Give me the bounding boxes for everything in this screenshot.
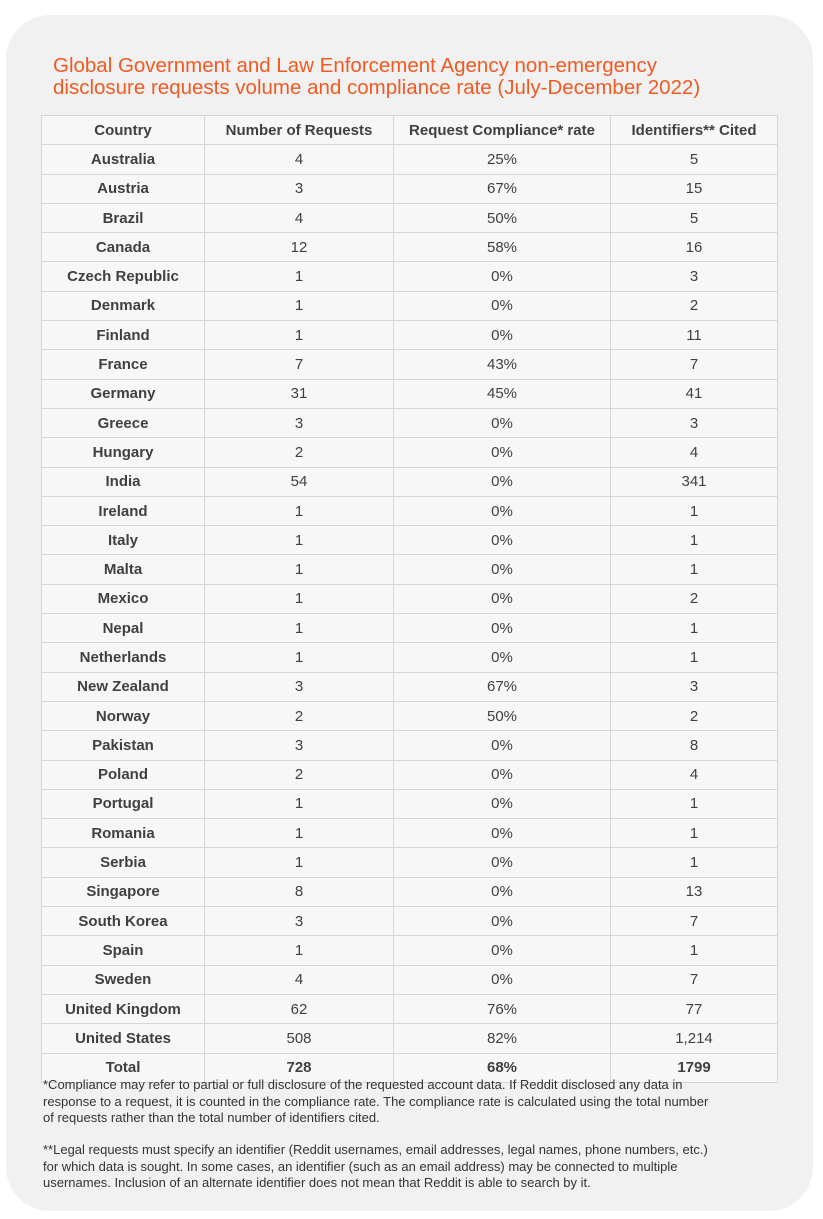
table-row	[42, 496, 778, 525]
requests-cell: 1	[205, 584, 394, 613]
table-row	[42, 614, 778, 643]
footnote1-line: of requests rather than the total number of identifiers cited.	[43, 1110, 380, 1125]
country-cell: Romania	[42, 819, 205, 848]
identifiers-cell: 1,214	[611, 1024, 778, 1053]
compliance-rate-cell: 0%	[394, 789, 611, 818]
compliance-rate-cell: 0%	[394, 731, 611, 760]
table-row	[42, 145, 778, 174]
compliance-rate-cell: 25%	[394, 145, 611, 174]
compliance-rate-cell: 67%	[394, 174, 611, 203]
identifiers-cell: 1	[611, 819, 778, 848]
header-country: Country	[42, 116, 205, 145]
identifiers-cell: 5	[611, 203, 778, 232]
country-cell: Poland	[42, 760, 205, 789]
table-row	[42, 907, 778, 936]
compliance-rate-cell: 0%	[394, 819, 611, 848]
table-row	[42, 174, 778, 203]
country-cell: United States	[42, 1024, 205, 1053]
compliance-rate-cell: 0%	[394, 496, 611, 525]
requests-cell: 12	[205, 233, 394, 262]
country-cell: United Kingdom	[42, 994, 205, 1023]
requests-cell: 1	[205, 848, 394, 877]
compliance-rate-cell: 45%	[394, 379, 611, 408]
total-identifiers: 1799	[611, 1053, 778, 1082]
country-cell: Australia	[42, 145, 205, 174]
country-cell: Austria	[42, 174, 205, 203]
requests-cell: 508	[205, 1024, 394, 1053]
requests-cell: 3	[205, 731, 394, 760]
table-row	[42, 379, 778, 408]
header-number-of-requests: Number of Requests	[205, 116, 394, 145]
total-label: Total	[42, 1053, 205, 1082]
identifiers-cell: 2	[611, 291, 778, 320]
identifiers-cell: 15	[611, 174, 778, 203]
header-identifiers-cited: Identifiers** Cited	[611, 116, 778, 145]
identifiers-cell: 1	[611, 643, 778, 672]
footnote1-line: response to a request, it is counted in the compliance rate. The compliance rate is calculated using the total number	[43, 1093, 709, 1109]
country-cell: Spain	[42, 936, 205, 965]
table-row	[42, 994, 778, 1023]
identifiers-cell: 1	[611, 496, 778, 525]
country-cell: Mexico	[42, 584, 205, 613]
table-header-row	[42, 116, 778, 145]
table-row	[42, 321, 778, 350]
requests-cell: 1	[205, 789, 394, 818]
footnote2-line: for which data is sought. In some cases, an identifier (such as an email address) may be connected to multiple	[43, 1158, 678, 1174]
identifiers-cell: 8	[611, 731, 778, 760]
header-compliance-rate: Request Compliance* rate	[394, 116, 611, 145]
compliance-rate-cell: 0%	[394, 408, 611, 437]
title-line-2: disclosure requests volume and compliance rate (July-December 2022)	[53, 76, 701, 99]
country-cell: Netherlands	[42, 643, 205, 672]
table-row	[42, 731, 778, 760]
compliance-rate-cell: 58%	[394, 233, 611, 262]
country-cell: New Zealand	[42, 672, 205, 701]
requests-cell: 1	[205, 262, 394, 291]
compliance-rate-cell: 0%	[394, 848, 611, 877]
identifiers-cell: 1	[611, 526, 778, 555]
table-body	[42, 145, 778, 1053]
table-row	[42, 701, 778, 730]
requests-cell: 2	[205, 760, 394, 789]
requests-cell: 3	[205, 907, 394, 936]
country-cell: Singapore	[42, 877, 205, 906]
requests-cell: 4	[205, 965, 394, 994]
country-cell: Czech Republic	[42, 262, 205, 291]
compliance-rate-cell: 0%	[394, 321, 611, 350]
compliance-rate-cell: 0%	[394, 438, 611, 467]
requests-cell: 7	[205, 350, 394, 379]
requests-cell: 1	[205, 555, 394, 584]
table-row	[42, 789, 778, 818]
country-cell: Hungary	[42, 438, 205, 467]
requests-cell: 1	[205, 496, 394, 525]
table-row	[42, 672, 778, 701]
country-cell: Germany	[42, 379, 205, 408]
footnote2-line: usernames. Inclusion of an alternate identifier does not mean that Reddit is able to search by it.	[43, 1175, 591, 1190]
identifiers-cell: 7	[611, 965, 778, 994]
table-row	[42, 408, 778, 437]
compliance-rate-cell: 76%	[394, 994, 611, 1023]
table-row	[42, 819, 778, 848]
identifiers-cell: 1	[611, 936, 778, 965]
country-cell: Greece	[42, 408, 205, 437]
identifiers-cell: 2	[611, 584, 778, 613]
country-cell: Norway	[42, 701, 205, 730]
identifiers-cell: 2	[611, 701, 778, 730]
compliance-rate-cell: 0%	[394, 526, 611, 555]
requests-cell: 1	[205, 936, 394, 965]
country-cell: Italy	[42, 526, 205, 555]
table-row	[42, 760, 778, 789]
compliance-rate-cell: 0%	[394, 555, 611, 584]
table-row	[42, 1024, 778, 1053]
identifiers-cell: 4	[611, 438, 778, 467]
requests-cell: 4	[205, 203, 394, 232]
table-row	[42, 233, 778, 262]
table-row	[42, 350, 778, 379]
compliance-rate-cell: 0%	[394, 760, 611, 789]
country-cell: India	[42, 467, 205, 496]
requests-cell: 2	[205, 701, 394, 730]
compliance-rate-cell: 0%	[394, 936, 611, 965]
identifier-footnote	[43, 1142, 778, 1192]
compliance-rate-cell: 43%	[394, 350, 611, 379]
table-row	[42, 291, 778, 320]
country-cell: Pakistan	[42, 731, 205, 760]
table-row	[42, 555, 778, 584]
compliance-rate-cell: 0%	[394, 262, 611, 291]
table-row	[42, 584, 778, 613]
compliance-rate-cell: 0%	[394, 467, 611, 496]
compliance-rate-cell: 82%	[394, 1024, 611, 1053]
table-row	[42, 643, 778, 672]
compliance-rate-cell: 0%	[394, 614, 611, 643]
country-cell: Sweden	[42, 965, 205, 994]
identifiers-cell: 41	[611, 379, 778, 408]
compliance-rate-cell: 50%	[394, 203, 611, 232]
country-cell: Ireland	[42, 496, 205, 525]
total-requests: 728	[205, 1053, 394, 1082]
requests-cell: 1	[205, 614, 394, 643]
identifiers-cell: 11	[611, 321, 778, 350]
country-cell: Malta	[42, 555, 205, 584]
report-title	[53, 55, 793, 99]
identifiers-cell: 16	[611, 233, 778, 262]
requests-cell: 4	[205, 145, 394, 174]
country-cell: France	[42, 350, 205, 379]
country-cell: South Korea	[42, 907, 205, 936]
compliance-rate-cell: 0%	[394, 907, 611, 936]
identifiers-cell: 4	[611, 760, 778, 789]
requests-cell: 1	[205, 526, 394, 555]
identifiers-cell: 13	[611, 877, 778, 906]
requests-cell: 3	[205, 672, 394, 701]
total-rate: 68%	[394, 1053, 611, 1082]
identifiers-cell: 1	[611, 848, 778, 877]
compliance-footnote	[43, 1077, 778, 1127]
compliance-rate-cell: 0%	[394, 643, 611, 672]
identifiers-cell: 1	[611, 614, 778, 643]
requests-cell: 3	[205, 174, 394, 203]
table-row	[42, 965, 778, 994]
table-row	[42, 203, 778, 232]
requests-table	[41, 115, 778, 1083]
requests-cell: 8	[205, 877, 394, 906]
title-line-1: Global Government and Law Enforcement Agency non-emergency	[53, 54, 657, 77]
table-row	[42, 526, 778, 555]
requests-cell: 31	[205, 379, 394, 408]
table-row	[42, 467, 778, 496]
country-cell: Nepal	[42, 614, 205, 643]
country-cell: Brazil	[42, 203, 205, 232]
identifiers-cell: 1	[611, 555, 778, 584]
country-cell: Serbia	[42, 848, 205, 877]
compliance-rate-cell: 0%	[394, 291, 611, 320]
footnote2-line: **Legal requests must specify an identifier (Reddit usernames, email addresses, legal names, phone numbers, etc.)	[43, 1142, 708, 1157]
table-row	[42, 936, 778, 965]
identifiers-cell: 77	[611, 994, 778, 1023]
compliance-rate-cell: 0%	[394, 584, 611, 613]
compliance-rate-cell: 50%	[394, 701, 611, 730]
country-cell: Portugal	[42, 789, 205, 818]
report-card	[6, 15, 813, 1211]
requests-cell: 1	[205, 643, 394, 672]
requests-cell: 1	[205, 819, 394, 848]
requests-cell: 1	[205, 291, 394, 320]
requests-cell: 54	[205, 467, 394, 496]
country-cell: Finland	[42, 321, 205, 350]
footnote1-line: *Compliance may refer to partial or full disclosure of the requested account data. If Reddit disclosed any data in	[43, 1077, 683, 1092]
table-row	[42, 877, 778, 906]
country-cell: Denmark	[42, 291, 205, 320]
identifiers-cell: 3	[611, 408, 778, 437]
requests-cell: 3	[205, 408, 394, 437]
identifiers-cell: 5	[611, 145, 778, 174]
requests-cell: 1	[205, 321, 394, 350]
country-cell: Canada	[42, 233, 205, 262]
identifiers-cell: 1	[611, 789, 778, 818]
table-row	[42, 848, 778, 877]
identifiers-cell: 3	[611, 672, 778, 701]
identifiers-cell: 7	[611, 350, 778, 379]
requests-cell: 2	[205, 438, 394, 467]
identifiers-cell: 3	[611, 262, 778, 291]
identifiers-cell: 7	[611, 907, 778, 936]
compliance-rate-cell: 0%	[394, 965, 611, 994]
table-row	[42, 438, 778, 467]
compliance-rate-cell: 67%	[394, 672, 611, 701]
identifiers-cell: 341	[611, 467, 778, 496]
requests-cell: 62	[205, 994, 394, 1023]
compliance-rate-cell: 0%	[394, 877, 611, 906]
table-row	[42, 262, 778, 291]
